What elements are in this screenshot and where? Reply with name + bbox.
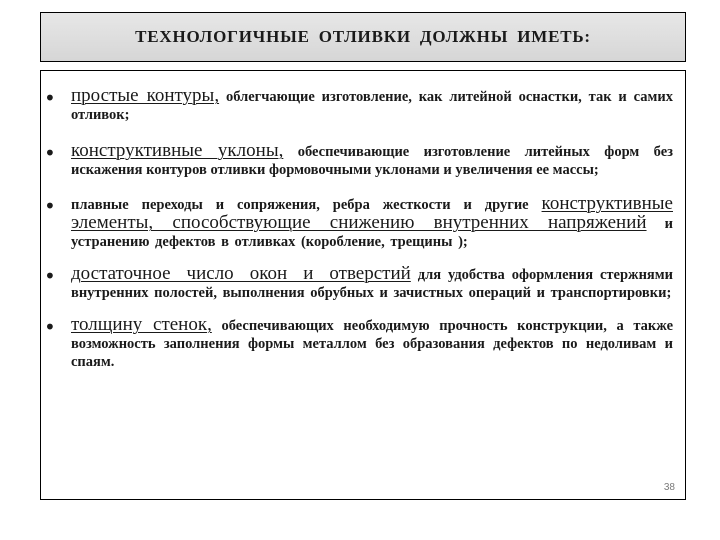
slide-title: ТЕХНОЛОГИЧНЫЕ ОТЛИВКИ ДОЛЖНЫ ИМЕТЬ: (135, 27, 591, 46)
item-highlight: простые контуры, (71, 85, 220, 106)
bullet-icon: • (44, 141, 56, 165)
list-item (41, 142, 685, 179)
item-body: облегчающие изготовление, как литейной оснастки, так и самих отливок; (71, 89, 674, 123)
bullet-icon: • (44, 315, 56, 339)
bullet-icon: • (44, 194, 56, 218)
item-text (71, 265, 673, 302)
item-text (71, 87, 673, 124)
list-item (41, 316, 685, 371)
item-highlight: конструктивные уклоны, (71, 140, 284, 161)
page-number: 38 (663, 482, 675, 493)
requirements-list (41, 87, 685, 371)
list-item (41, 87, 685, 124)
item-text (71, 142, 673, 179)
item-body: для удобства оформления стержнями внутренних полостей, выполнения обрубных и зачистных операций и транспортировки; (71, 267, 673, 301)
item-highlight: достаточное число окон и отверстий (71, 263, 411, 284)
bullet-icon: • (44, 264, 56, 288)
item-body: обеспечивающие изготовление литейных форм без искажения контуров отливки формовочными уклонами и увеличения ее массы; (71, 144, 674, 178)
title-box (40, 12, 686, 62)
content-box (40, 70, 686, 500)
list-item (41, 195, 685, 251)
item-text (71, 195, 673, 251)
list-item (41, 265, 685, 302)
item-highlight: конструктивные элементы, способствующие снижению внутренних напряжений (71, 193, 673, 233)
item-text (71, 316, 673, 371)
item-highlight: толщину стенок, (71, 314, 212, 335)
item-body: и устранению дефектов в отливках (коробление, трещины ); (71, 216, 674, 250)
item-body: обеспечивающих необходимую прочность конструкции, а также возможность заполнения формы металлом без образования дефектов по недоливам и спаям. (71, 318, 674, 370)
bullet-icon: • (44, 86, 56, 110)
item-lead: плавные переходы и сопряжения, ребра жесткости и другие (71, 197, 529, 213)
